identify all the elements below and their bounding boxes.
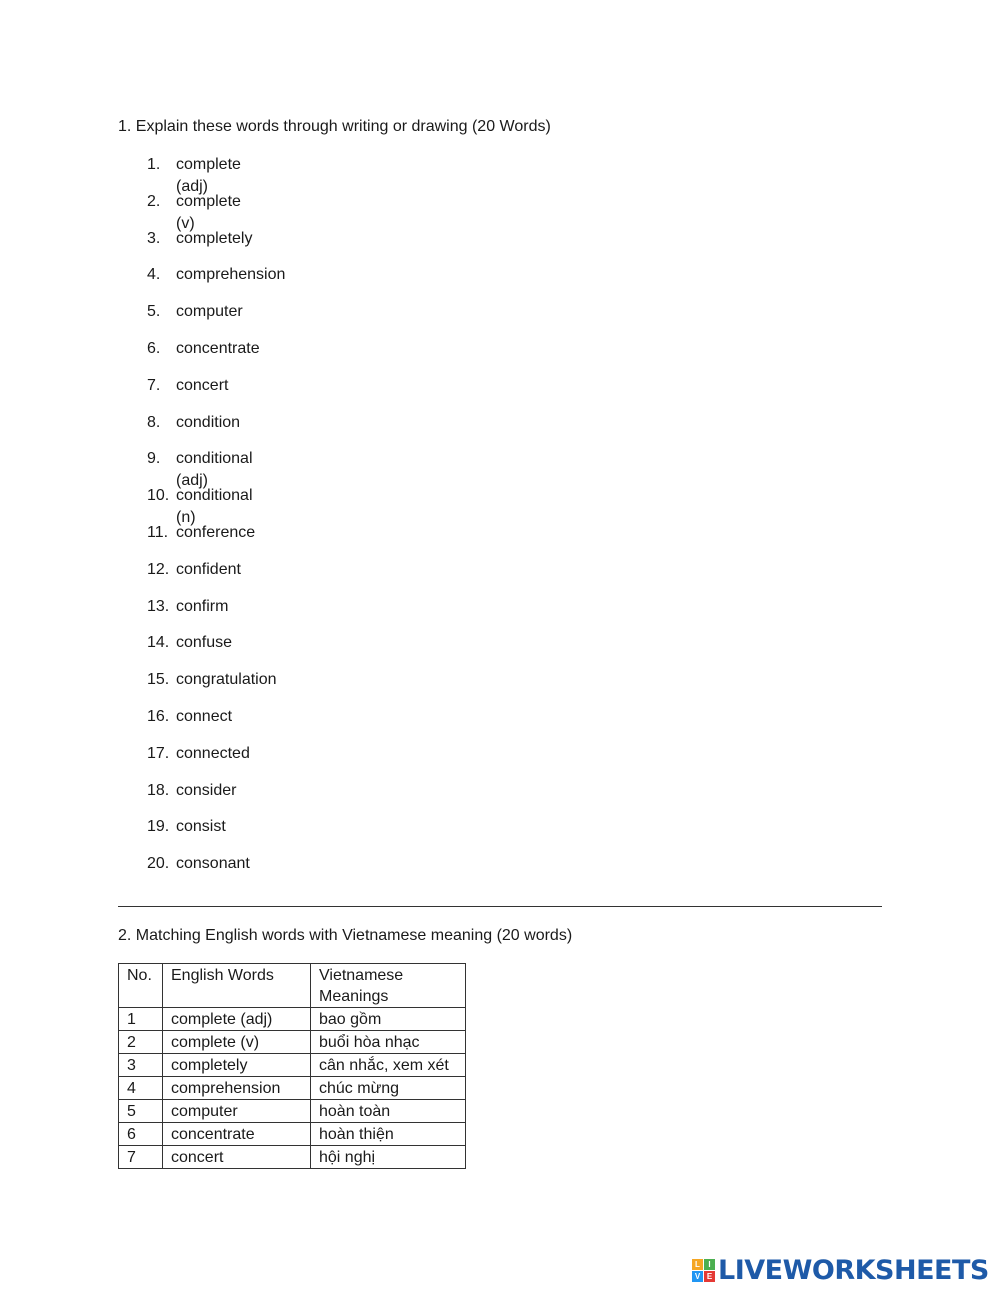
table-cell: complete (adj) xyxy=(163,1008,311,1031)
logo-mark-cell: E xyxy=(704,1271,715,1282)
list-item-word: consonant xyxy=(176,855,250,873)
table-row xyxy=(119,1100,466,1123)
table-row xyxy=(119,1123,466,1146)
logo-mark-cell: I xyxy=(704,1259,715,1270)
list-item-word: connected xyxy=(176,744,250,762)
matching-table-body xyxy=(119,964,466,1169)
table-cell: hoàn toàn xyxy=(311,1100,466,1123)
table-cell: 4 xyxy=(119,1077,163,1100)
list-item-word: conditional (n) xyxy=(176,487,253,527)
table-header-cell: No. xyxy=(119,964,163,1008)
logo-mark-cell: L xyxy=(692,1259,703,1270)
table-cell: comprehension xyxy=(163,1077,311,1100)
list-item-number: 8. xyxy=(147,413,161,431)
table-cell: cân nhắc, xem xét xyxy=(311,1054,466,1077)
table-cell: 6 xyxy=(119,1123,163,1146)
table-cell: concentrate xyxy=(163,1123,311,1146)
logo-text: LIVEWORKSHEETS xyxy=(718,1254,989,1286)
table-cell: computer xyxy=(163,1100,311,1123)
table-cell: 3 xyxy=(119,1054,163,1077)
table-cell: complete (v) xyxy=(163,1031,311,1054)
divider xyxy=(118,906,882,907)
list-item-word: completely xyxy=(176,229,253,247)
table-row xyxy=(119,1077,466,1100)
table-cell: hội nghị xyxy=(311,1146,466,1169)
table-header-cell: English Words xyxy=(163,964,311,1008)
list-item-word: concert xyxy=(176,376,229,394)
list-item-number: 11. xyxy=(147,523,169,541)
table-row xyxy=(119,1008,466,1031)
logo-mark-cell: V xyxy=(692,1271,703,1282)
list-item-number: 13. xyxy=(147,597,170,615)
list-item-number: 19. xyxy=(147,818,170,836)
list-item-word: conditional (adj) xyxy=(176,450,253,490)
list-item-word: comprehension xyxy=(176,266,286,284)
list-item-word: connect xyxy=(176,707,233,725)
list-item-number: 16. xyxy=(147,707,170,725)
table-row xyxy=(119,1031,466,1054)
table-cell: completely xyxy=(163,1054,311,1077)
list-item-number: 15. xyxy=(147,671,170,689)
table-cell: hoàn thiện xyxy=(311,1123,466,1146)
table-cell: 2 xyxy=(119,1031,163,1054)
list-item-number: 20. xyxy=(147,855,170,873)
list-item-word: complete (v) xyxy=(176,192,241,232)
table-cell: 5 xyxy=(119,1100,163,1123)
list-item-word: confirm xyxy=(176,597,229,615)
list-item-number: 9. xyxy=(147,450,161,468)
section2-title: 2. Matching English words with Vietnamese meaning (20 words) xyxy=(118,927,573,944)
list-item-number: 18. xyxy=(147,781,170,799)
list-item-word: concentrate xyxy=(176,339,260,357)
list-item-number: 17. xyxy=(147,744,170,762)
list-item-number: 7. xyxy=(147,376,161,394)
list-item-number: 6. xyxy=(147,339,161,357)
list-item-word: confident xyxy=(176,560,241,578)
table-row xyxy=(119,1054,466,1077)
table-cell: chúc mừng xyxy=(311,1077,466,1100)
table-header-row xyxy=(119,964,466,1008)
table-cell: concert xyxy=(163,1146,311,1169)
list-item-word: congratulation xyxy=(176,671,277,689)
list-item-number: 4. xyxy=(147,266,161,284)
section1-title: 1. Explain these words through writing or drawing (20 Words) xyxy=(118,118,551,135)
list-item-word: computer xyxy=(176,303,243,321)
list-item-number: 5. xyxy=(147,303,161,321)
list-item-number: 12. xyxy=(147,560,170,578)
list-item-number: 2. xyxy=(147,192,161,210)
list-item-number: 14. xyxy=(147,634,170,652)
list-item-word: consist xyxy=(176,818,226,836)
logo-mark-icon xyxy=(692,1259,715,1282)
table-cell: bao gồm xyxy=(311,1008,466,1031)
list-item-number: 10. xyxy=(147,487,170,505)
list-item-word: condition xyxy=(176,413,241,431)
table-row xyxy=(119,1146,466,1169)
table-header-cell: Vietnamese Meanings xyxy=(311,964,466,1008)
table-cell: 1 xyxy=(119,1008,163,1031)
list-item-word: confuse xyxy=(176,634,233,652)
table-cell: buổi hòa nhạc xyxy=(311,1031,466,1054)
list-item-number: 1. xyxy=(147,156,161,173)
matching-table xyxy=(118,963,466,1169)
list-item-word: conference xyxy=(176,523,256,541)
list-item-word: consider xyxy=(176,781,237,799)
liveworksheets-logo[interactable] xyxy=(692,1254,989,1286)
list-item-word: complete (adj) xyxy=(176,156,241,195)
table-cell: 7 xyxy=(119,1146,163,1169)
list-item-number: 3. xyxy=(147,229,161,247)
